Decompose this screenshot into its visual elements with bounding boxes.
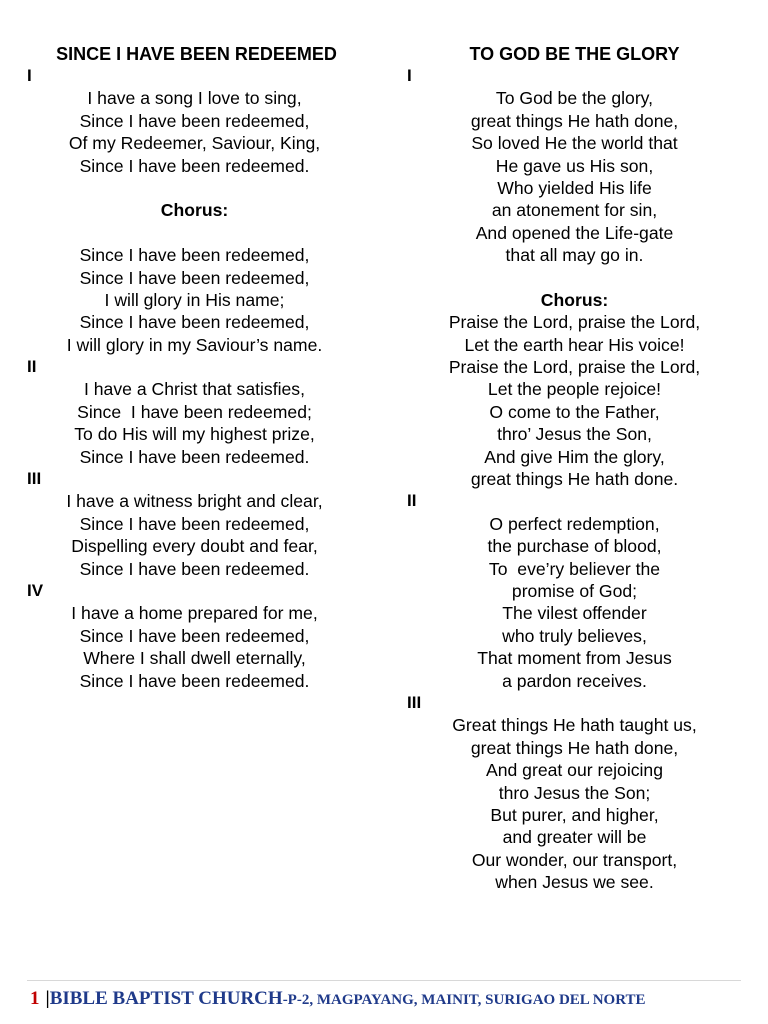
chorus-line: And give Him the glory, — [484, 446, 665, 467]
church-name: BIBLE BAPTIST CHURCH — [49, 988, 283, 1009]
chorus-line: thro’ Jesus the Son, — [497, 424, 652, 445]
chorus-label: Chorus: — [540, 289, 609, 310]
lyric-line: Since I have been redeemed; — [77, 401, 312, 422]
lyric-line: who truly believes, — [502, 625, 647, 646]
lyric-line: Since I have been redeemed. — [79, 446, 310, 467]
lyric-line: Since I have been redeemed. — [79, 670, 310, 691]
chorus-line: Since I have been redeemed, — [79, 267, 310, 288]
chorus-line: I will glory in His name; — [104, 289, 285, 310]
lyric-line: To eve’ry believer the — [488, 558, 661, 579]
chorus-line: great things He hath done. — [470, 469, 679, 490]
chorus-line: Since I have been redeemed, — [79, 245, 310, 266]
lyric-line: great things He hath done, — [470, 737, 679, 758]
chorus-line: Let the people rejoice! — [487, 379, 662, 400]
lyric-line: Since I have been redeemed, — [79, 513, 310, 534]
lyric-line: and greater will be — [502, 827, 647, 848]
chorus-line: Since I have been redeemed, — [79, 312, 310, 333]
hymn-title: TO GOD BE THE GLORY — [469, 44, 680, 64]
lyric-line: I have a song I love to sing, — [87, 88, 302, 109]
lyric-line: The vilest offender — [502, 603, 647, 624]
lyric-line: the purchase of blood, — [487, 536, 662, 557]
verse-number: I — [407, 66, 412, 85]
lyric-line: That moment from Jesus — [477, 648, 672, 669]
lyric-line: But purer, and higher, — [490, 804, 659, 825]
lyric-line: Since I have been redeemed, — [79, 110, 310, 131]
verse-number: II — [27, 357, 37, 377]
lyric-line: Our wonder, our transport, — [471, 849, 678, 870]
chorus-line: Praise the Lord, praise the Lord, — [448, 312, 701, 333]
lyric-line: Since I have been redeemed. — [79, 155, 310, 176]
lyric-line: Since I have been redeemed, — [79, 625, 310, 646]
lyric-line: that all may go in. — [505, 245, 644, 266]
lyric-line: I have a home prepared for me, — [71, 603, 318, 624]
lyric-line: promise of God; — [511, 580, 638, 601]
chorus-label: Chorus: — [160, 200, 229, 221]
lyric-line: To God be the glory, — [495, 88, 654, 109]
footer-text — [30, 988, 646, 1010]
lyric-line: O perfect redemption, — [489, 513, 660, 534]
church-address: -P-2, MAGPAYANG, MAINIT, SURIGAO DEL NORTE — [282, 992, 646, 1008]
lyric-line: a pardon receives. — [502, 670, 647, 691]
lyric-line: Since I have been redeemed. — [79, 558, 310, 579]
hymn-since-i-have-been-redeemed — [27, 43, 362, 692]
verse-number: III — [407, 692, 422, 712]
lyric-line: Who yielded His life — [497, 177, 652, 198]
lyric-line: Great things He hath taught us, — [452, 715, 697, 736]
lyric-line: Dispelling every doubt and fear, — [71, 536, 318, 557]
verse-number: I — [27, 66, 32, 85]
verse-number: III — [27, 469, 42, 489]
lyric-line: Of my Redeemer, Saviour, King, — [68, 133, 321, 154]
footer-separator: | — [45, 988, 50, 1009]
verse-number: IV — [27, 580, 44, 600]
lyric-line: So loved He the world that — [471, 133, 678, 154]
lyric-line: To do His will my highest prize, — [74, 424, 315, 445]
lyric-line: And great our rejoicing — [485, 760, 664, 781]
lyric-line: an atonement for sin, — [491, 200, 658, 221]
lyric-line: when Jesus we see. — [495, 872, 654, 893]
lyric-line: Where I shall dwell eternally, — [83, 648, 306, 669]
page-number: 1 — [30, 988, 40, 1009]
chorus-line: Praise the Lord, praise the Lord, — [448, 357, 701, 378]
hymn-to-god-be-the-glory — [407, 43, 742, 893]
hymn-title: SINCE I HAVE BEEN REDEEMED — [56, 44, 337, 64]
lyric-line: I have a Christ that satisfies, — [84, 379, 305, 400]
chorus-line: O come to the Father, — [489, 401, 660, 422]
lyric-line: thro Jesus the Son; — [498, 782, 651, 803]
chorus-line: I will glory in my Saviour’s name. — [66, 334, 323, 355]
verse-number: II — [407, 491, 417, 511]
footer-divider — [27, 980, 741, 981]
lyric-line: And opened the Life-gate — [475, 222, 674, 243]
chorus-line: Let the earth hear His voice! — [464, 334, 685, 355]
lyric-line: He gave us His son, — [495, 155, 654, 176]
lyric-line: I have a witness bright and clear, — [66, 491, 323, 512]
lyric-line: great things He hath done, — [470, 110, 679, 131]
page-footer — [0, 980, 768, 1024]
